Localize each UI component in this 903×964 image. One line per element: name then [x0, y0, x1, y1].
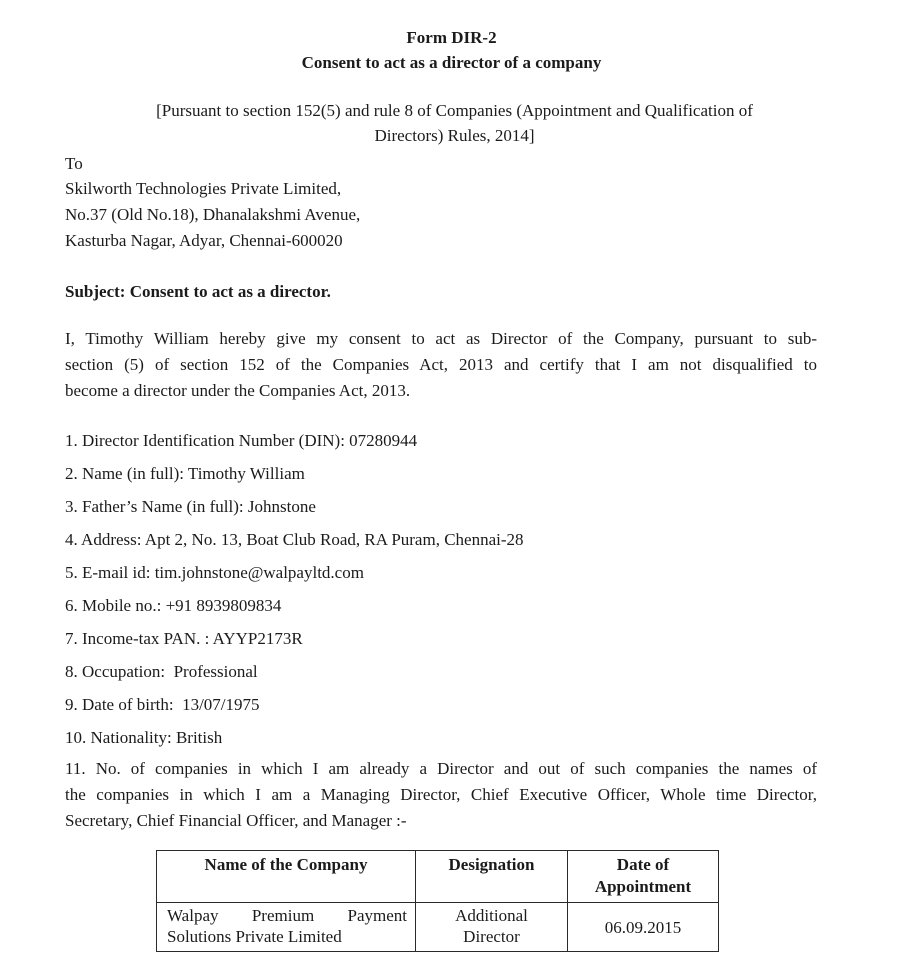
address-line-2: No.37 (Old No.18), Dhanalakshmi Avenue, — [65, 205, 361, 224]
header-date-line-1: Date of — [616, 855, 670, 874]
detail-name: 2. Name (in full): Timothy William — [65, 464, 305, 483]
detail-mobile: 6. Mobile no.: +91 8939809834 — [65, 596, 282, 615]
table-row — [157, 903, 719, 952]
detail-email: 5. E-mail id: tim.johnstone@walpayltd.com — [65, 563, 364, 582]
pursuant-line-1: [Pursuant to section 152(5) and rule 8 of Companies (Appointment and Qualification of — [156, 101, 753, 120]
address-line-3: Kasturba Nagar, Adyar, Chennai-600020 — [65, 231, 343, 250]
consent-line-3: become a director under the Companies Act, 2013. — [65, 381, 411, 400]
detail-occupation: 8. Occupation: Professional — [65, 662, 258, 681]
subject-line: Subject: Consent to act as a director. — [65, 282, 331, 301]
header-date-line-2: Appointment — [594, 877, 692, 896]
detail-din: 1. Director Identification Number (DIN): 07280944 — [65, 431, 418, 450]
consent-line-2: section (5) of section 152 of the Companies Act, 2013 and certify that I am not disqualified to — [65, 355, 817, 374]
detail-pan: 7. Income-tax PAN. : AYYP2173R — [65, 629, 303, 648]
address-line-1: Skilworth Technologies Private Limited, — [65, 179, 342, 198]
detail-dob: 9. Date of birth: 13/07/1975 — [65, 695, 260, 714]
cell-designation-line-1: Additional — [455, 906, 528, 925]
address-to: To — [65, 154, 83, 173]
detail-address: 4. Address: Apt 2, No. 13, Boat Club Road, RA Puram, Chennai-28 — [65, 530, 524, 549]
consent-line-1: I, Timothy William hereby give my consent to act as Director of the Company, pursuant to sub- — [65, 329, 817, 348]
item11-line-1: 11. No. of companies in which I am already a Director and out of such companies the names of — [65, 759, 817, 778]
item11-line-2: the companies in which I am a Managing Director, Chief Executive Officer, Whole time Director, — [65, 785, 817, 804]
form-title: Form DIR-2 — [406, 28, 497, 47]
form-subtitle: Consent to act as a director of a company — [301, 53, 602, 72]
pursuant-line-2: Directors) Rules, 2014] — [374, 126, 535, 145]
cell-company-line-1: Walpay Premium Payment — [167, 906, 407, 925]
cell-designation-line-2: Director — [463, 927, 520, 946]
item11-line-3: Secretary, Chief Financial Officer, and Manager :- — [65, 811, 407, 830]
header-company: Name of the Company — [157, 851, 416, 903]
detail-father-name: 3. Father’s Name (in full): Johnstone — [65, 497, 316, 516]
table-header-row — [157, 851, 719, 903]
header-date — [568, 851, 719, 903]
cell-company — [157, 903, 416, 952]
cell-date: 06.09.2015 — [568, 903, 719, 952]
cell-company-line-2: Solutions Private Limited — [167, 927, 342, 946]
header-designation: Designation — [416, 851, 568, 903]
cell-designation — [416, 903, 568, 952]
detail-nationality: 10. Nationality: British — [65, 728, 223, 747]
directorship-table — [156, 850, 719, 952]
